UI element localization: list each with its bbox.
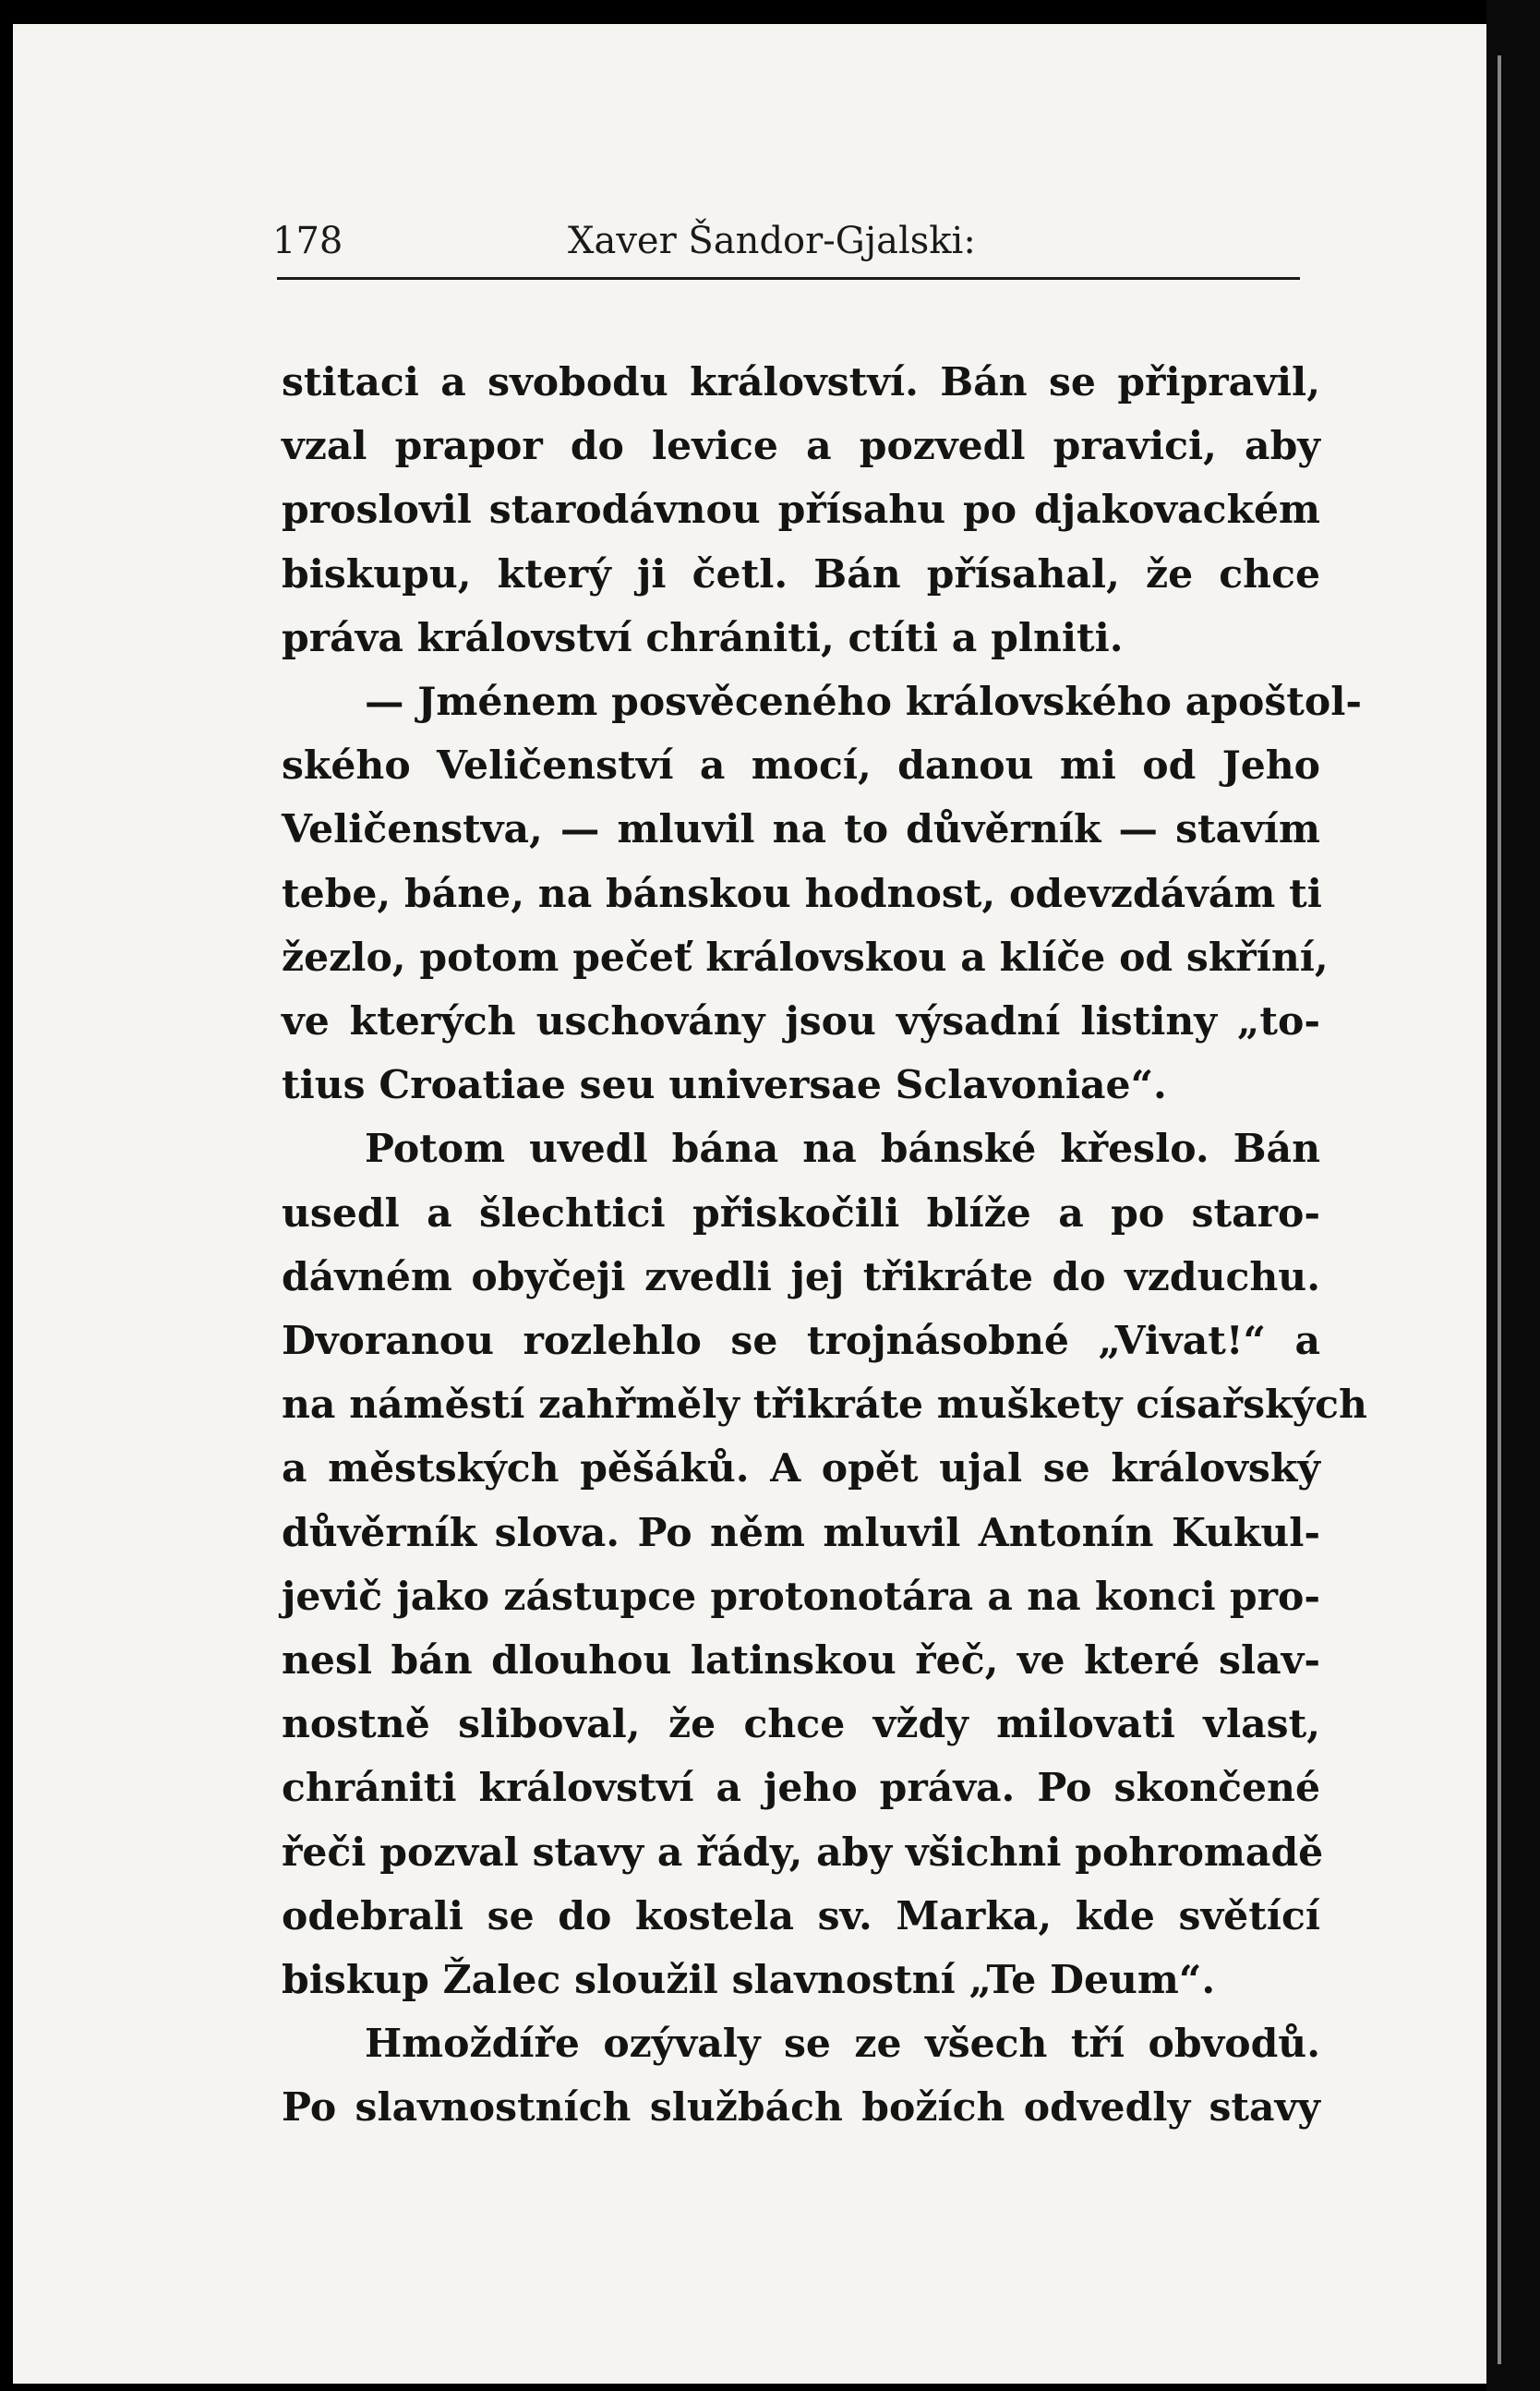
text-line: odebrali se do kostela sv. Marka, kde světící	[282, 1892, 1320, 1939]
text-line: — Jménem posvěceného královského apoštol-	[365, 679, 1363, 726]
text-line: na náměstí zahřměly třikráte muškety císařských	[282, 1382, 1367, 1429]
text-line: tius Croatiae seu universae Sclavoniae“.	[282, 1062, 1167, 1109]
text-line: ve kterých uschovány jsou výsadní listiny „to-	[282, 998, 1320, 1045]
page-edge-line	[1498, 55, 1501, 2364]
text-line: stitaci a svobodu království. Bán se připravil,	[282, 359, 1320, 405]
text-line: a městských pěšáků. A opět ujal se královský	[282, 1445, 1320, 1492]
scan-edge	[1486, 0, 1540, 2391]
text-line: Veličenstva, — mluvil na to důvěrník — stavím	[282, 806, 1320, 853]
text-line: řeči pozval stavy a řády, aby všichni pohromadě	[282, 1829, 1324, 1876]
header-rule	[277, 277, 1300, 280]
text-line: Po slavnostních službách božích odvedly stavy	[282, 2084, 1320, 2131]
text-line: usedl a šlechtici přiskočili blíže a po staro-	[282, 1189, 1320, 1237]
text-line: nostně sliboval, že chce vždy milovati vlast,	[282, 1701, 1320, 1748]
text-line: jevič jako zástupce protonotára a na konci pro-	[282, 1573, 1320, 1620]
text-line: nesl bán dlouhou latinskou řeč, ve které slav-	[282, 1637, 1320, 1685]
text-line: dávném obyčeji zvedli jej třikráte do vzduchu.	[282, 1253, 1320, 1300]
body-text	[282, 351, 1367, 2141]
text-line: biskup Žalec sloužil slavnostní „Te Deum“.	[282, 1957, 1216, 2004]
text-line: Dvoranou rozlehlo se trojnásobné „Vivat!“ a	[282, 1318, 1320, 1365]
page-header	[272, 220, 1302, 275]
text-line: chrániti království a jeho práva. Po skončené	[282, 1765, 1320, 1812]
text-line: Hmoždíře ozývaly se ze všech tří obvodů.	[365, 2021, 1320, 2068]
running-title: Xaver Šandor-Gjalski:	[568, 220, 976, 262]
text-line: ského Veličenství a mocí, danou mi od Jeho	[282, 743, 1320, 790]
page-number: 178	[272, 220, 343, 262]
text-line: vzal prapor do levice a pozvedl pravici, aby	[282, 423, 1320, 470]
text-line: biskupu, který ji četl. Bán přísahal, že chce	[282, 550, 1320, 598]
text-line: proslovil starodávnou přísahu po djakovackém	[282, 487, 1320, 534]
text-line: Potom uvedl bána na bánské křeslo. Bán	[365, 1126, 1320, 1173]
text-line: důvěrník slova. Po něm mluvil Antonín Kukul-	[282, 1509, 1320, 1556]
text-line: práva království chrániti, ctíti a plniti.	[282, 614, 1124, 661]
text-line: žezlo, potom pečeť královskou a klíče od skříní,	[282, 934, 1329, 981]
text-line: tebe, báne, na bánskou hodnost, odevzdávám ti	[282, 870, 1322, 917]
